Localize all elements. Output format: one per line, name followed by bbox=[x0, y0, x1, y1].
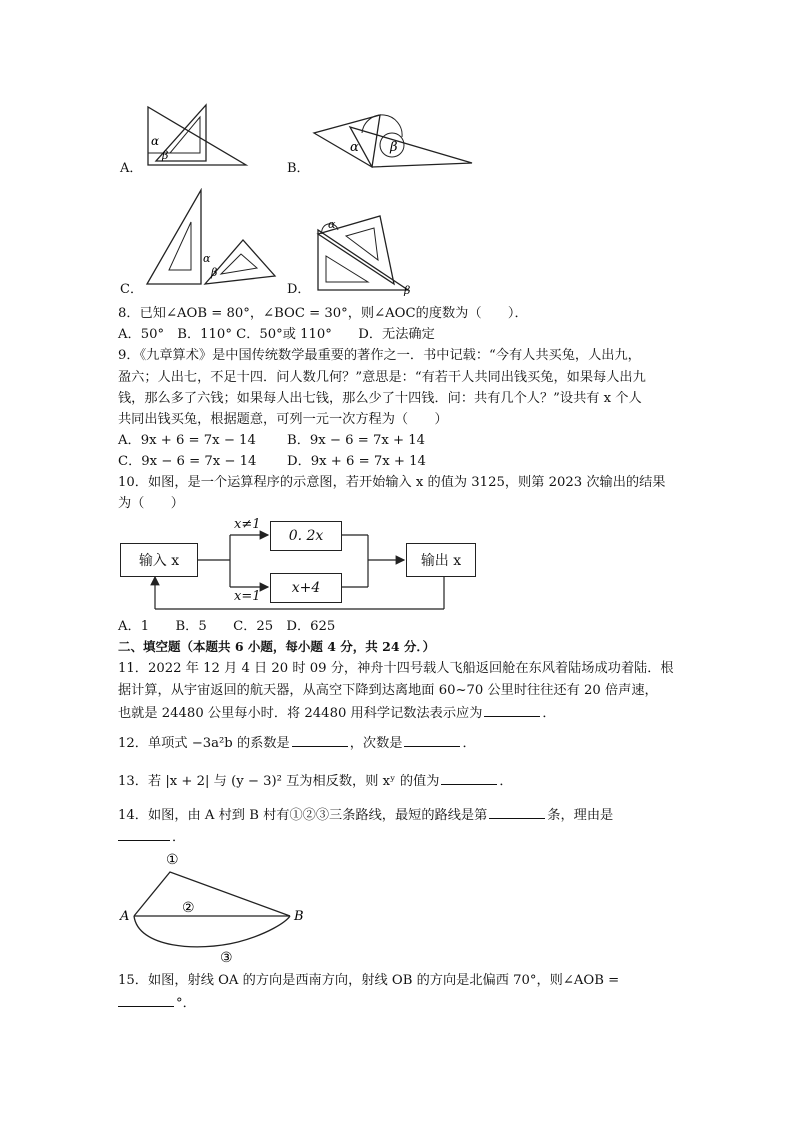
q12-blank-degree[interactable] bbox=[404, 733, 460, 747]
q12-prefix: 12．单项式 −3a²b 的系数是 bbox=[118, 736, 290, 751]
q15-line-1: 15．如图，射线 OA 的方向是西南方向，射线 OB 的方向是北偏西 70°，则∠AOB = bbox=[118, 973, 620, 988]
q15-line-2 bbox=[118, 993, 196, 1014]
route-2-label: ② bbox=[182, 900, 195, 916]
alpha-label: α bbox=[350, 140, 359, 155]
q9-option-c: C．9x − 6 = 7x − 14 bbox=[118, 454, 257, 469]
alpha-label: α bbox=[151, 134, 160, 148]
q11-answer-blank[interactable] bbox=[484, 703, 540, 717]
flow-output-box bbox=[406, 543, 476, 577]
q8-stem: 8．已知∠AOB = 80°，∠BOC = 30°，则∠AOC的度数为（ ）． bbox=[118, 306, 528, 321]
q10-line-1: 10．如图，是一个运算程序的示意图，若开始输入 x 的值为 3125，则第 2023 次输出的结果 bbox=[118, 475, 666, 490]
flow-cond-top: x≠1 bbox=[234, 517, 261, 532]
q9-line-4: 共同出钱买兔，根据题意，可列一元一次方程为（ ） bbox=[118, 412, 448, 427]
beta-label: β bbox=[211, 266, 218, 279]
q12-middle: ，次数是 bbox=[349, 736, 403, 751]
q13-prefix: 13．若 |x + 2| 与 (y − 3)² 互为相反数，则 xʸ 的值为 bbox=[118, 774, 440, 789]
q8-options: A．50° B．110° C．50°或 110° D．无法确定 bbox=[118, 327, 435, 342]
q15-answer-blank[interactable] bbox=[118, 993, 174, 1007]
q7-figure-b bbox=[310, 105, 475, 171]
q7-figure-a bbox=[140, 103, 252, 169]
q14-suffix: ． bbox=[172, 830, 186, 845]
q14-line-2 bbox=[118, 827, 185, 848]
flow-input-text: 输入 x bbox=[138, 553, 180, 569]
q13-answer-blank[interactable] bbox=[441, 771, 497, 785]
q9-option-d: D．9x + 6 = 7x + 14 bbox=[287, 454, 426, 469]
q12-suffix: ． bbox=[462, 736, 476, 751]
q11-prefix: 也就是 24480 公里每小时．将 24480 用科学记数法表示应为 bbox=[118, 706, 483, 721]
q10-line-2: 为（ ） bbox=[118, 496, 184, 511]
q7-option-a-label: A． bbox=[120, 161, 143, 176]
flow-input-box bbox=[120, 543, 198, 577]
beta-label: β bbox=[390, 140, 398, 155]
q14-middle: 条，理由是 bbox=[547, 808, 614, 823]
q11-suffix: ． bbox=[542, 706, 556, 721]
q10-options: A．1 B．5 C．25 D．625 bbox=[118, 619, 336, 634]
point-b-label: B bbox=[294, 909, 304, 924]
flow-cond-bottom: x=1 bbox=[234, 589, 261, 604]
flow-top-text: 0. 2x bbox=[288, 528, 324, 544]
route-3-label: ③ bbox=[220, 950, 233, 966]
beta-label: β bbox=[404, 284, 411, 296]
q12-blank-coefficient[interactable] bbox=[292, 733, 348, 747]
q9-line-3: 钱，那么多了六钱；如果每人出七钱，那么少了十四钱．问：共有几个人？”设共有 x 个人 bbox=[118, 391, 642, 406]
q7-figure-d bbox=[312, 212, 424, 296]
q7-option-b-label: B． bbox=[287, 161, 310, 176]
alpha-label: α bbox=[203, 252, 211, 265]
point-a-label: A bbox=[120, 909, 130, 924]
q9-line-1: 9．《九章算术》是中国传统数学最重要的著作之一．书中记载：“今有人共买兔，人出九， bbox=[118, 348, 641, 363]
q9-option-b: B．9x − 6 = 7x + 14 bbox=[287, 433, 426, 448]
q13-suffix: ． bbox=[499, 774, 513, 789]
q7-option-c-label: C． bbox=[120, 282, 143, 297]
q14-prefix: 14．如图，由 A 村到 B 村有①②③三条路线，最短的路线是第 bbox=[118, 808, 488, 823]
alpha-label: α bbox=[328, 218, 336, 231]
q14-line-1 bbox=[118, 805, 613, 826]
q14-route-figure bbox=[118, 848, 318, 966]
q7-figure-c bbox=[145, 188, 280, 288]
flow-bottom-text: x+4 bbox=[291, 580, 321, 596]
beta-label: β bbox=[162, 149, 169, 162]
q7-option-d-label: D． bbox=[287, 282, 311, 297]
q14-blank-reason[interactable] bbox=[118, 827, 170, 841]
q12-line bbox=[118, 733, 476, 754]
route-1-label: ① bbox=[166, 852, 179, 868]
q11-line-1: 11．2022 年 12 月 4 日 20 时 09 分，神舟十四号载人飞船返回舱在东风着陆场成功着陆．根 bbox=[118, 661, 674, 676]
q13-line bbox=[118, 771, 513, 792]
q14-blank-route[interactable] bbox=[489, 805, 545, 819]
flow-bottom-box bbox=[270, 573, 342, 603]
q9-line-2: 盈六；人出七，不足十四．问人数几何？”意思是：“有若干人共同出钱买兔，如果每人出九 bbox=[118, 370, 646, 385]
q11-line-2: 据计算，从宇宙返回的航天器，从高空下降到达离地面 60~70 公里时往往还有 20 倍声速， bbox=[118, 683, 658, 698]
q15-suffix: °． bbox=[176, 996, 196, 1011]
q9-option-a: A．9x + 6 = 7x − 14 bbox=[118, 433, 256, 448]
q11-line-3 bbox=[118, 703, 556, 724]
flow-output-text: 输出 x bbox=[420, 553, 462, 569]
section-2-heading: 二、填空题（本题共 6 小题，每小题 4 分，共 24 分．） bbox=[118, 639, 436, 654]
flow-top-box bbox=[270, 521, 342, 551]
